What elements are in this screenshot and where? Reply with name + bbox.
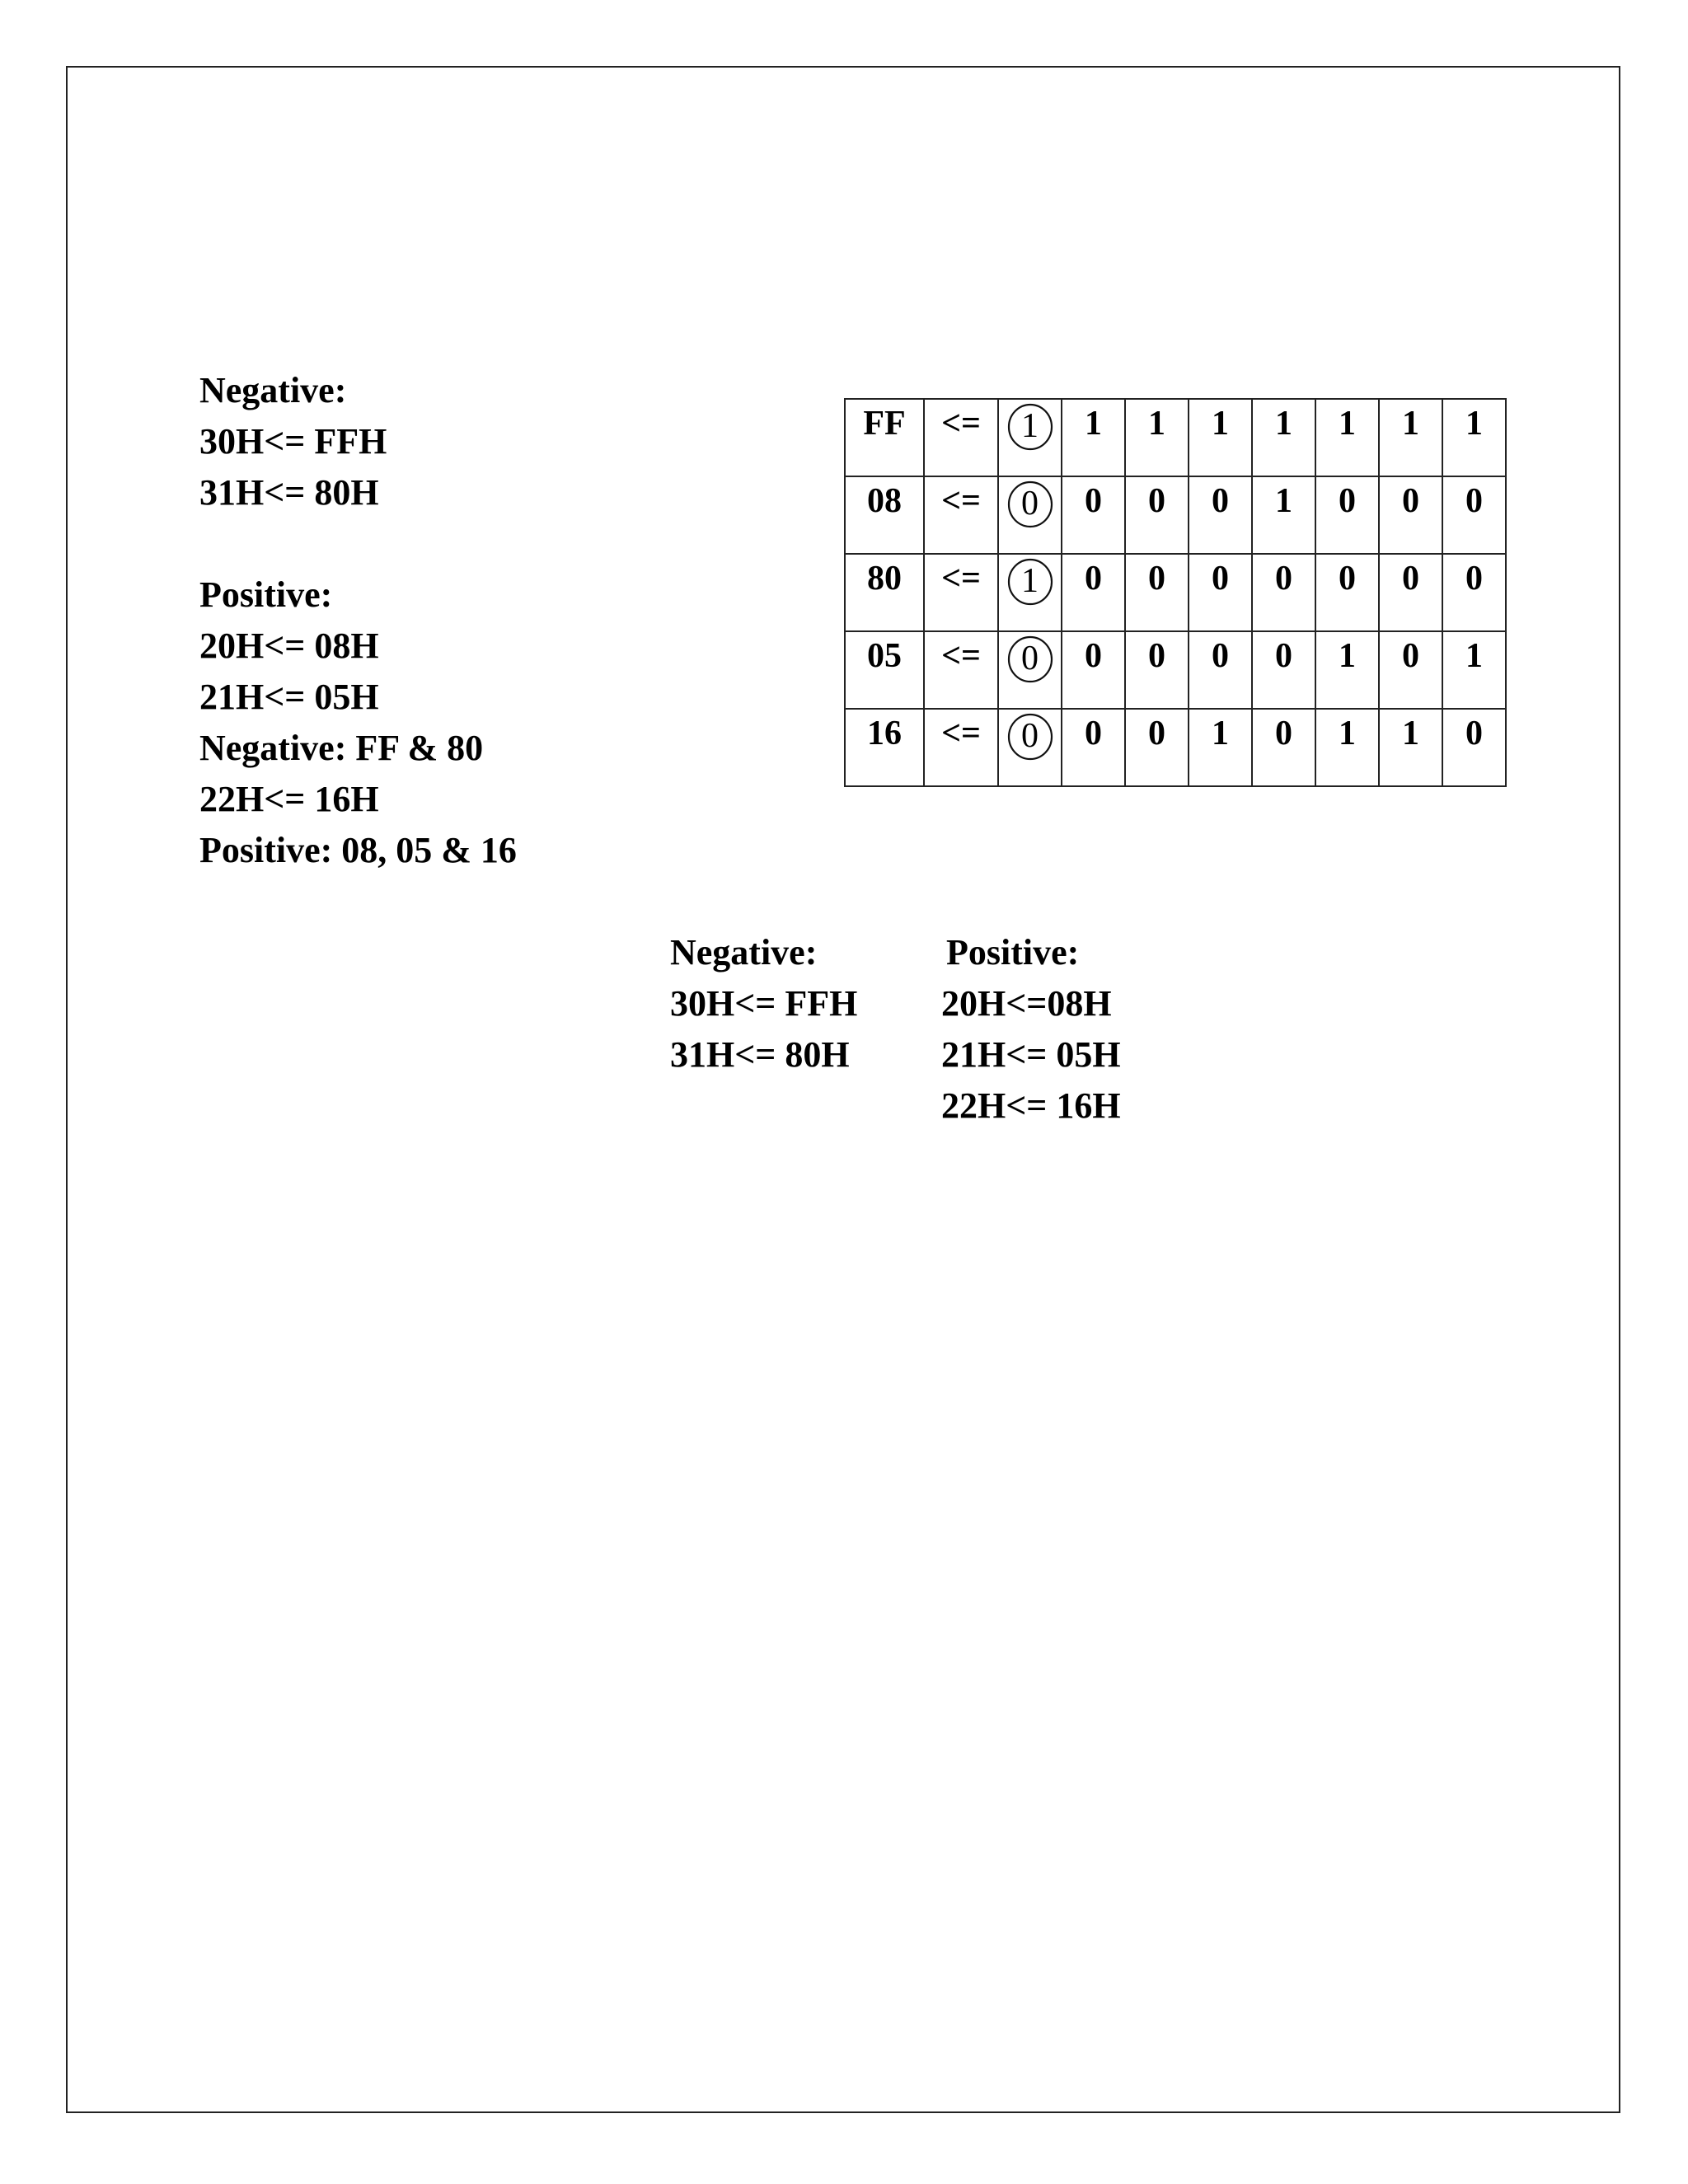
bit-cell: 0 — [1315, 554, 1379, 631]
sign-bit-value: 1 — [1021, 562, 1039, 600]
bit-cell: 1 — [1442, 399, 1506, 476]
sign-bit-cell — [998, 631, 1062, 709]
hex-value-cell: 16 — [845, 709, 924, 786]
summary-positive — [941, 927, 1121, 1132]
bit-cell: 1 — [1379, 709, 1442, 786]
circled-sign-bit — [1006, 713, 1054, 761]
note-line: 22H<= 16H — [199, 779, 379, 819]
bit-cell: 0 — [1062, 631, 1125, 709]
summary-negative-heading: Negative: — [670, 932, 818, 972]
bit-cell: 1 — [1315, 709, 1379, 786]
bit-table-row — [845, 709, 1506, 786]
bit-cell: 0 — [1125, 709, 1189, 786]
arrow-cell: <= — [924, 709, 998, 786]
bit-cell: 1 — [1315, 399, 1379, 476]
bit-cell: 1 — [1189, 399, 1252, 476]
circled-sign-bit — [1006, 635, 1054, 683]
bit-cell: 0 — [1442, 709, 1506, 786]
bit-cell: 0 — [1379, 554, 1442, 631]
arrow-cell: <= — [924, 631, 998, 709]
hex-value-cell: 80 — [845, 554, 924, 631]
hex-value-cell: FF — [845, 399, 924, 476]
summary-negative-line: 31H<= 80H — [670, 1034, 850, 1075]
summary-negative-line: 30H<= FFH — [670, 983, 858, 1024]
sign-bit-value: 0 — [1021, 485, 1039, 523]
bit-cell: 1 — [1189, 709, 1252, 786]
note-line: Negative: FF & 80 — [199, 728, 484, 768]
bit-cell: 1 — [1252, 476, 1315, 554]
note-negative-heading: Negative: — [199, 370, 347, 410]
bit-table-body — [845, 399, 1506, 786]
summary-positive-line: 20H<=08H — [941, 983, 1112, 1024]
bit-cell: 1 — [1252, 399, 1315, 476]
sign-bit-cell — [998, 709, 1062, 786]
sign-bit-cell — [998, 554, 1062, 631]
bit-table-row — [845, 631, 1506, 709]
bit-cell: 0 — [1062, 554, 1125, 631]
bit-cell: 0 — [1379, 631, 1442, 709]
bit-table-row — [845, 554, 1506, 631]
summary-positive-line: 21H<= 05H — [941, 1034, 1121, 1075]
bit-cell: 0 — [1189, 476, 1252, 554]
note-line: 31H<= 80H — [199, 472, 379, 513]
hex-value-cell: 05 — [845, 631, 924, 709]
sign-bit-value: 1 — [1021, 407, 1039, 445]
bit-cell: 0 — [1252, 631, 1315, 709]
bit-cell: 1 — [1062, 399, 1125, 476]
bit-cell: 0 — [1125, 554, 1189, 631]
bit-cell: 0 — [1252, 709, 1315, 786]
note-line: Positive: 08, 05 & 16 — [199, 830, 517, 870]
bit-cell: 0 — [1189, 631, 1252, 709]
bit-cell: 1 — [1125, 399, 1189, 476]
bit-table-row — [845, 476, 1506, 554]
summary-positive-heading: Positive: — [946, 932, 1080, 972]
bit-cell: 0 — [1062, 476, 1125, 554]
circled-sign-bit — [1006, 558, 1054, 606]
note-line: 21H<= 05H — [199, 677, 379, 717]
sign-bit-value: 0 — [1021, 717, 1039, 755]
bit-table — [844, 398, 1507, 787]
arrow-cell: <= — [924, 399, 998, 476]
sign-bit-cell — [998, 476, 1062, 554]
summary-negative — [670, 927, 857, 1080]
note-positive-heading: Positive: — [199, 574, 333, 615]
sign-bit-value: 0 — [1021, 640, 1039, 677]
bit-cell: 0 — [1125, 631, 1189, 709]
note-spacer — [199, 518, 517, 569]
bit-cell: 1 — [1315, 631, 1379, 709]
bit-cell: 1 — [1442, 631, 1506, 709]
summary-positive-line: 22H<= 16H — [941, 1085, 1121, 1126]
bit-cell: 0 — [1442, 554, 1506, 631]
circled-sign-bit — [1006, 403, 1054, 451]
bit-cell: 0 — [1252, 554, 1315, 631]
arrow-cell: <= — [924, 476, 998, 554]
circled-sign-bit — [1006, 480, 1054, 528]
bit-cell: 0 — [1125, 476, 1189, 554]
bit-cell: 0 — [1062, 709, 1125, 786]
hex-value-cell: 08 — [845, 476, 924, 554]
note-line: 20H<= 08H — [199, 626, 379, 666]
bit-cell: 0 — [1442, 476, 1506, 554]
note-line: 30H<= FFH — [199, 421, 387, 462]
arrow-cell: <= — [924, 554, 998, 631]
bit-table-row — [845, 399, 1506, 476]
sign-bit-cell — [998, 399, 1062, 476]
bit-cell: 1 — [1379, 399, 1442, 476]
bit-cell: 0 — [1379, 476, 1442, 554]
bit-cell: 0 — [1315, 476, 1379, 554]
bit-cell: 0 — [1189, 554, 1252, 631]
left-notes — [199, 365, 517, 876]
